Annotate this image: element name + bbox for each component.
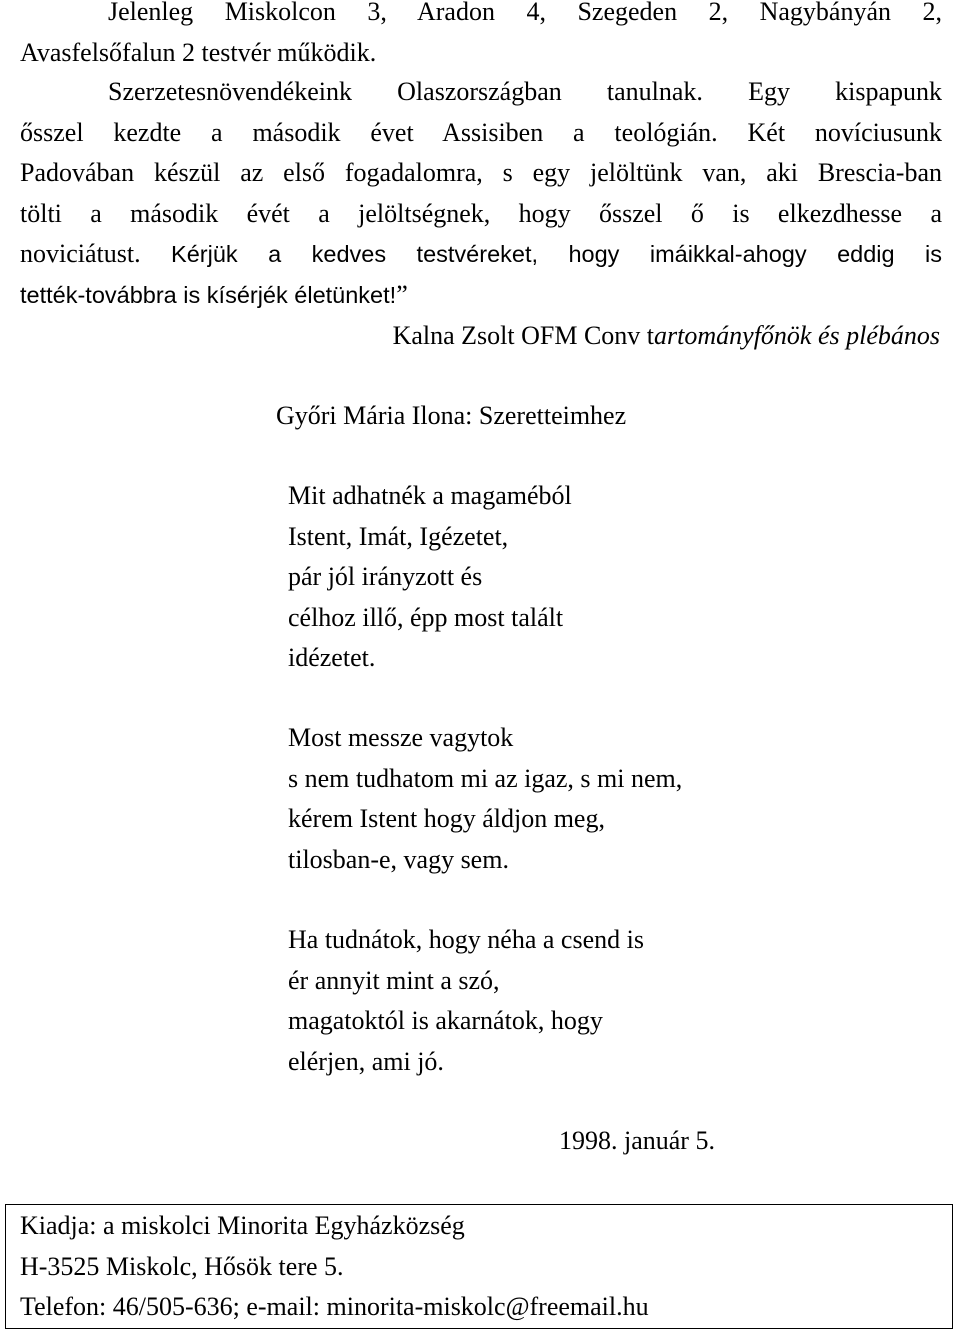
author-signature <box>393 316 940 356</box>
imprint-publisher: Kiadja: a miskolci Minorita Egyházközség <box>20 1211 465 1240</box>
text-line: ősszel kezdte a második évet Assisiben a teológián. Két novíciusunk <box>20 117 942 147</box>
poem-stanza-2 <box>288 718 682 880</box>
poem-line: idézetet. <box>288 643 376 672</box>
closing-quote: ” <box>396 279 408 309</box>
poem-line: célhoz illő, épp most talált <box>288 602 564 632</box>
article-paragraph-1 <box>20 0 942 73</box>
text-line <box>20 275 942 316</box>
text-line <box>20 234 942 275</box>
imprint-address: H-3525 Miskolc, Hősök tere 5. <box>20 1251 344 1281</box>
text-fragment: noviciátust. <box>20 239 141 268</box>
text-line: tölti a második évét a jelöltségnek, hogy ősszel ő is elkezdhesse a <box>20 198 942 228</box>
poem-date: 1998. január 5. <box>559 1126 715 1155</box>
poem-line: Mit adhatnék a magaméból <box>288 481 572 510</box>
poem-line: kérem Istent hogy áldjon meg, <box>288 804 605 833</box>
poem-line: tilosban-e, vagy sem. <box>288 844 509 874</box>
poem-line: Most messze vagytok <box>288 723 514 752</box>
signature-name: Kalna Zsolt OFM Conv t <box>392 321 655 350</box>
text-line: Padovában készül az első fogadalomra, s egy jelöltünk van, aki Brescia-ban <box>20 158 942 187</box>
text-line: Avasfelsőfalun 2 testvér működik. <box>20 37 377 67</box>
poem-line: magatoktól is akarnátok, hogy <box>288 1006 603 1035</box>
imprint-contact: Telefon: 46/505-636; e-mail: minorita-miskolc@freemail.hu <box>20 1292 649 1321</box>
signature-role: artományfőnök és plébános <box>654 321 940 350</box>
poem-line: Ha tudnátok, hogy néha a csend is <box>288 925 644 954</box>
publisher-imprint-box <box>5 1204 953 1329</box>
poem-stanza-3 <box>288 920 644 1082</box>
poem-line: Istent, Imát, Igézetet, <box>288 521 509 551</box>
request-text-end: tették-továbbra is kísérjék életünket! <box>20 281 397 308</box>
poem-line: elérjen, ami jó. <box>288 1046 444 1076</box>
poem-line: pár jól irányzott és <box>288 562 483 591</box>
article-paragraph-2 <box>20 72 942 315</box>
poem-stanza-1 <box>288 476 572 679</box>
poem-line: s nem tudhatom mi az igaz, s mi nem, <box>288 763 683 793</box>
text-line: Szerzetesnövendékeink Olaszországban tanulnak. Egy kispapunk <box>108 77 942 106</box>
poem-heading: Győri Mária Ilona: Szeretteimhez <box>276 401 627 430</box>
poem-line: ér annyit mint a szó, <box>288 965 500 995</box>
text-line: Jelenleg Miskolcon 3, Aradon 4, Szegeden 2, Nagybányán 2, <box>108 0 942 26</box>
request-text: Kérjük a kedves testvéreket, hogy imáikkal-ahogy eddig is <box>140 241 942 267</box>
